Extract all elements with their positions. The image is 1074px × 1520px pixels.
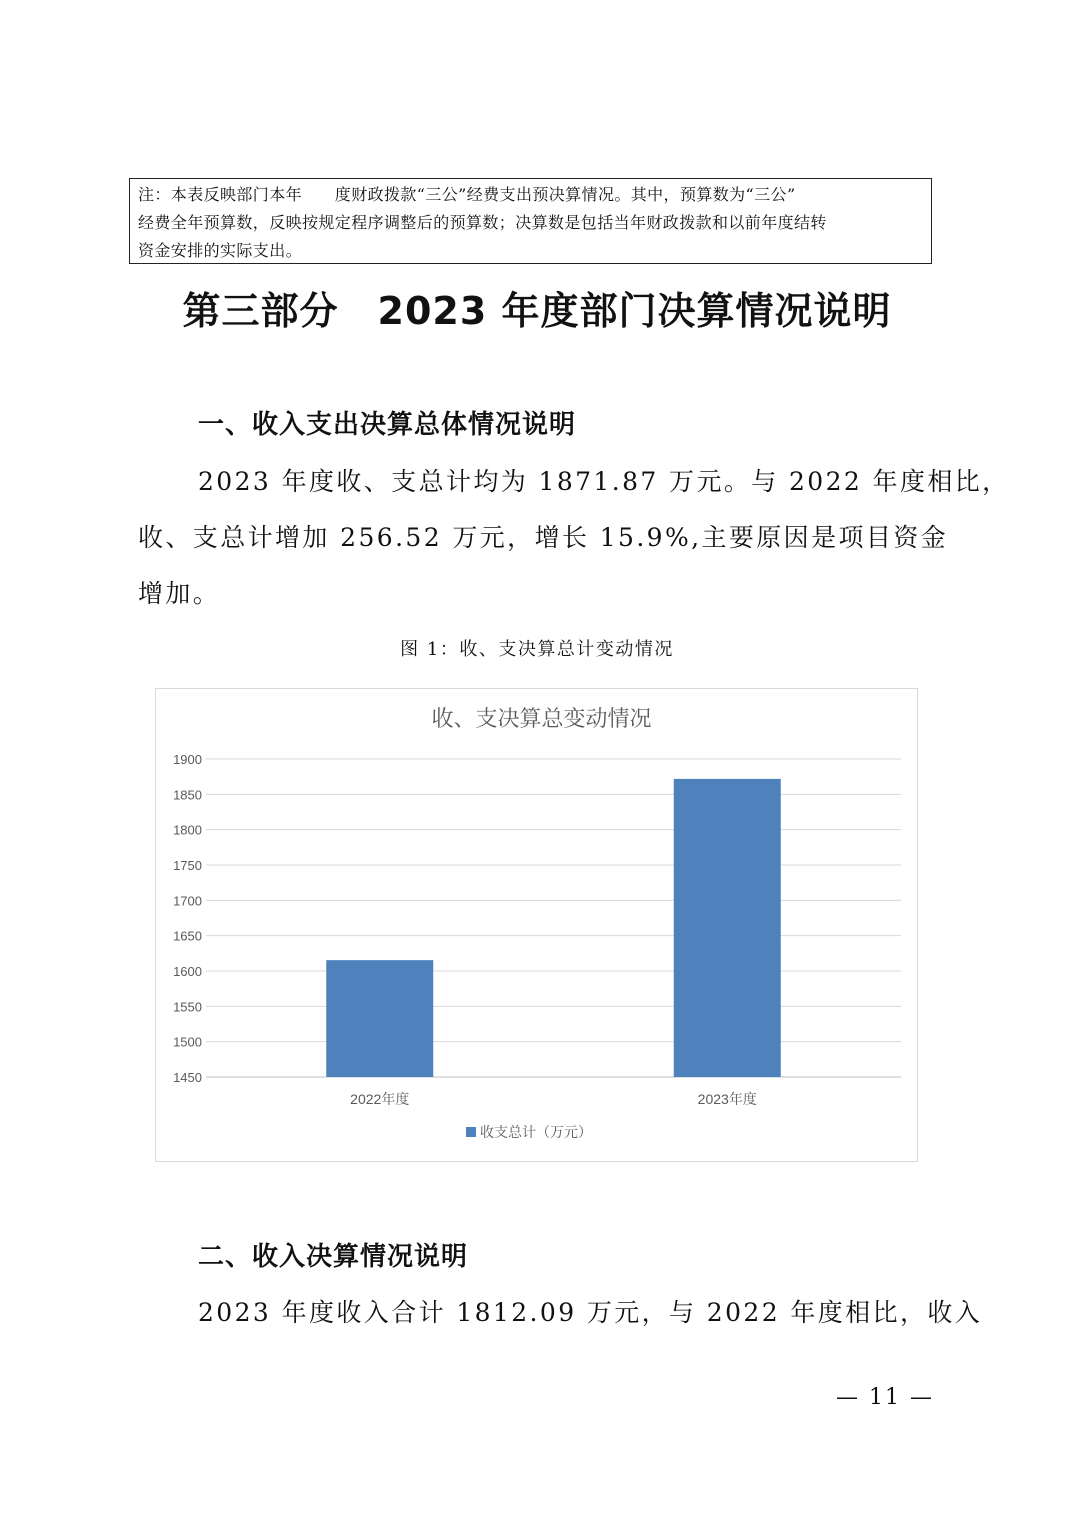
paragraph-line: 增加。 [138, 579, 221, 608]
section-heading-2: 二、收入决算情况说明 [198, 1242, 469, 1272]
x-tick-label: 2022年度 [350, 1091, 410, 1107]
part-title: 第三部分 2023 年度部门决算情况说明 [182, 289, 892, 333]
chart-title: 收、支决算总变动情况 [431, 706, 652, 731]
paragraph-line: 收、支总计增加 256.52 万元，增长 15.9%,主要原因是项目资金 [138, 523, 949, 552]
figure-caption: 图 1：收、支决算总计变动情况 [400, 639, 674, 660]
y-tick-label: 1900 [173, 752, 202, 767]
note-line: 注：本表反映部门本年 度财政拨款“三公”经费支出预决算情况。其中，预算数为“三公” [138, 185, 796, 204]
y-tick-label: 1700 [173, 893, 202, 909]
y-tick-label: 1550 [173, 999, 202, 1015]
y-tick-label: 1500 [173, 1034, 202, 1050]
legend-label: 收支总计（万元） [480, 1124, 592, 1140]
paragraph-line: 2023 年度收入合计 1812.09 万元，与 2022 年度相比，收入 [198, 1298, 983, 1327]
section-heading-1: 一、收入支出决算总体情况说明 [198, 410, 577, 440]
x-tick-label: 2023年度 [697, 1091, 757, 1107]
bar-chart [156, 689, 916, 1160]
note-box [129, 178, 932, 264]
chart-frame [155, 688, 918, 1162]
note-line: 经费全年预算数，反映按规定程序调整后的预算数；决算数是包括当年财政拨款和以前年度结转 [138, 213, 827, 232]
legend-swatch [466, 1127, 476, 1137]
y-tick-label: 1450 [173, 1070, 202, 1085]
bar [674, 779, 781, 1077]
y-tick-label: 1850 [173, 787, 202, 803]
section-1-paragraph [138, 462, 1010, 612]
y-tick-label: 1650 [173, 928, 202, 944]
y-tick-label: 1800 [173, 822, 202, 838]
y-tick-label: 1600 [173, 964, 202, 979]
section-2-paragraph [138, 1293, 983, 1333]
paragraph-line: 2023 年度收、支总计均为 1871.87 万元。与 2022 年度相比， [198, 467, 1010, 496]
bar [326, 960, 433, 1077]
y-tick-label: 1750 [173, 858, 202, 873]
page-number: — 11 — [836, 1385, 934, 1410]
note-line: 资金安排的实际支出。 [138, 241, 303, 260]
